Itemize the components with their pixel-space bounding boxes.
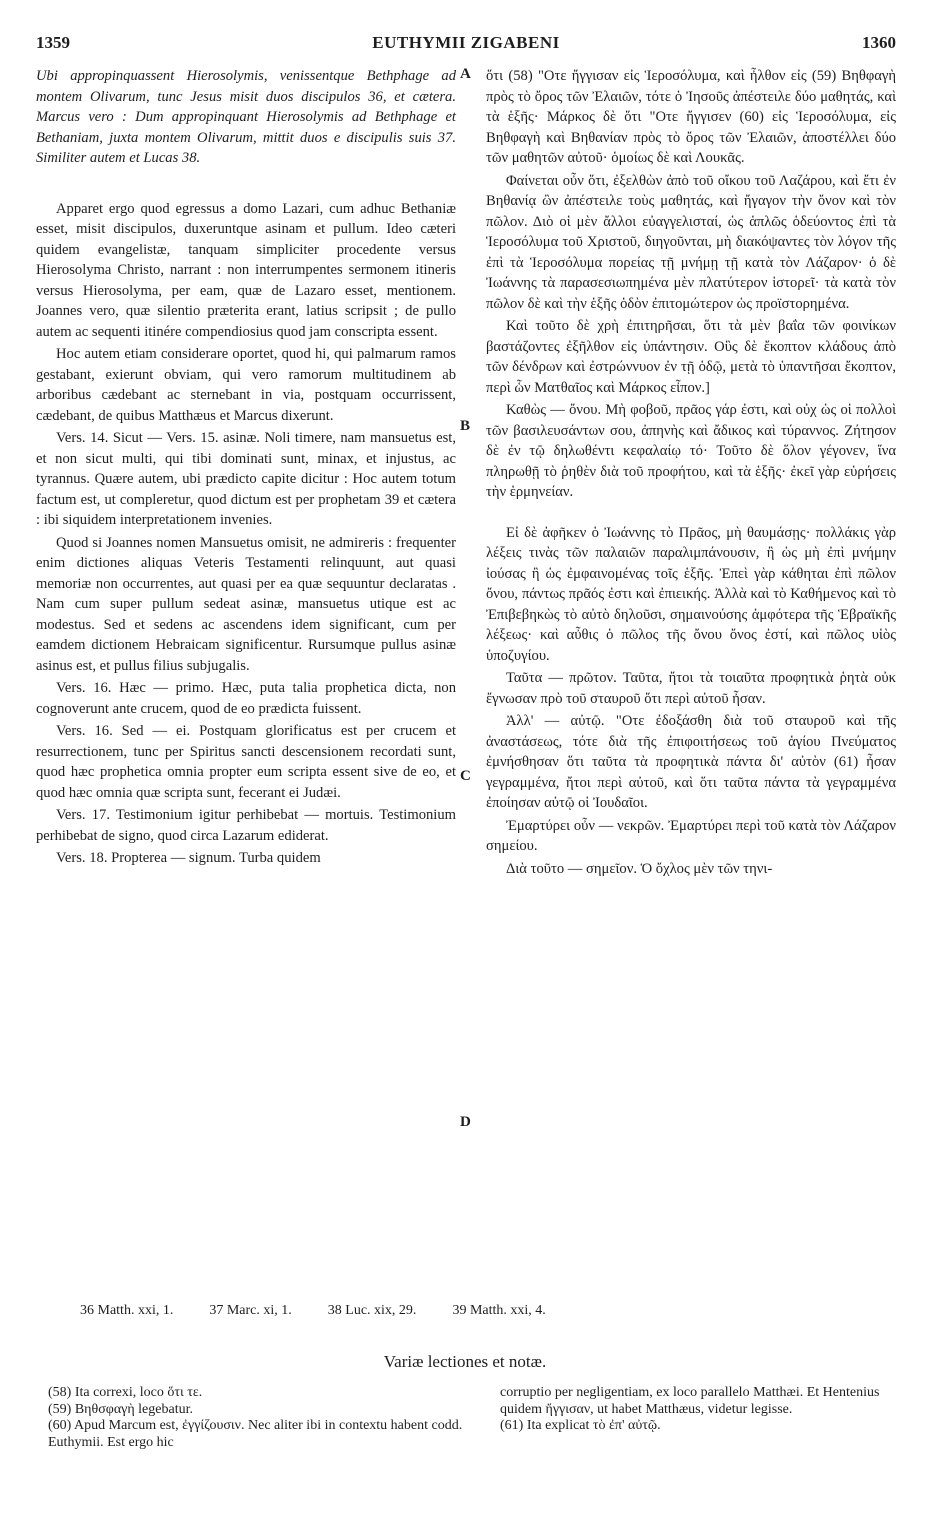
margin-marker-c: C <box>460 768 471 784</box>
running-title: EUTHYMII ZIGABENI <box>372 33 560 52</box>
footnote: 36 Matth. xxi, 1. <box>80 1303 174 1318</box>
variant-note: corruptio per negligentiam, ex loco parallelo Matthæi. Et Hentenius quidem ἤγγισαν, ut habet Matthæus, videtur legisse. <box>500 1385 880 1417</box>
variant-note: (59) Βηθσφαγὴ legebatur. <box>48 1401 193 1417</box>
scripture-footnotes <box>80 1303 890 1319</box>
greek-paragraph: Ταῦτα — πρῶτον. Ταῦτα, ἤτοι τὰ τοιαῦτα προφητικὰ ῥητὰ οὐκ ἔγνωσαν πρὸ τοῦ σταυροῦ ὅτι περὶ αὐτοῦ ἦσαν. <box>486 670 896 707</box>
greek-paragraph: Ἀλλ' — αὐτῷ. "Οτε ἐδοξάσθη διὰ τοῦ σταυροῦ καὶ τῆς ἀναστάσεως, τότε διὰ τῆς ἐπιφοιτήσεως τοῦ ἁγίου Πνεύματος ἐμνήσθησαν ὅτι ταῦτα τὰ προφητικὰ πάντα δι' αὐτὸν (61) ἦσαν γεγραμμένα, ἤτοι περὶ αὐτοῦ, καὶ ὅτι ταῦτα πάντα τὰ γεγραμμένα ἐποίησαν αὐτῷ οἱ Ἰουδαῖοι. <box>486 713 896 811</box>
variant-note: (58) Ita correxi, loco ὅτι τε. <box>48 1385 203 1400</box>
latin-paragraph: Hoc autem etiam considerare oportet, quod hi, qui palmarum ramos gestabant, exierunt obviam, qui vero ramorum multitudinem ab arboribus cædebant ac sternebant in via, postquam occurrissent, cædebant, de quibus Matthæus et Marcus dixerunt. <box>36 346 456 424</box>
page-header <box>36 33 896 57</box>
greek-paragraph: Καὶ τοῦτο δὲ χρὴ ἐπιτηρῆσαι, ὅτι τὰ μὲν βαΐα τῶν φοινίκων βαστάζοντες ἐξῆλθον εἰς ὑπάντησιν. Οὓς δὲ ἔκοπτον κλάδους ἀπὸ τῶν δένδρων καὶ ἐστρώννυον ἐν τῇ ὁδῷ, μετὰ τὸ ὑπαντῆσαι ἔκοπτον, περὶ ὧν Ματθαῖος καὶ Μάρκος εἶπον.] <box>486 318 896 396</box>
page-number-left: 1359 <box>36 33 70 52</box>
latin-paragraph: Vers. 18. Propterea — signum. Turba quidem <box>56 850 321 866</box>
latin-paragraph: Vers. 16. Sed — ei. Postquam glorificatus est per crucem et resurrectionem, tunc per Spiritus sancti descensionem recordati sunt, quod hæc prophetica omnia propter eum scripta essent sive de eo, et quod hæc omnia quæ scripta sunt, fecerant ei Judæi. <box>36 723 456 801</box>
variant-note: (61) Ita explicat τὸ ἐπ' αὐτῷ. <box>500 1418 661 1433</box>
variant-note: (60) Apud Marcum est, ἐγγίζουσιν. Nec aliter ibi in contextu habent codd. Euthymii. Est ergo hic <box>48 1418 463 1450</box>
greek-paragraph: ὅτι (58) "Οτε ἤγγισαν εἰς Ἱεροσόλυμα, καὶ ἦλθον εἰς (59) Βηθφαγὴ πρὸς τὸ ὄρος τῶν Ἐλαιῶν, τότε ὁ Ἰησοῦς ἀπέστειλε δύο μαθητάς, καὶ τὰ ἑξῆς· Μάρκος δὲ ὅτι "Οτε ἤγγισεν (60) εἰς Ἱεροσόλυμα, εἰς Βηθφαγὴ καὶ Βηθανίαν πρὸς τὸ ὄρος τῶν Ἐλαιῶν, ἀποστέλλει δύο τῶν μαθητῶν αὐτοῦ· ὁμοίως δὲ καὶ Λουκᾶς. <box>486 68 896 166</box>
latin-paragraph: Ubi appropinquassent Hierosolymis, venissentque Bethphage ad montem Olivarum, tunc Jesus misit duos discipulos 36, et cætera. Marcus vero : Dum appropinquant Hierosolymis ad Bethphage et Bethaniam, juxta montem Olivarum, mittit duos e discipulis suis 37. Similiter autem et Lucas 38. <box>36 68 456 166</box>
variae-notes-right <box>500 1385 896 1435</box>
greek-paragraph: Φαίνεται οὖν ὅτι, ἐξελθὼν ἀπὸ τοῦ οἴκου τοῦ Λαζάρου, καὶ ἔτι ἐν Βηθανίᾳ ὢν ἀπέστειλε τοὺς μαθητάς, καὶ ἤγαγον τὴν ὄνον καὶ τὸν πῶλον. Διὸ οἱ μὲν ἄλλοι εὐαγγελισταί, ὡς ἁπλῶς ὁδεύοντος ἐπὶ τὰ Ἱεροσόλυμα τοῦ Χριστοῦ, διηγοῦνται, μὴ διακόψαντες τὸν λόγον τῆς ἐπὶ τὰ Ἱεροσόλυμα πορείας τῇ μνήμῃ τῇ κατὰ τὸν Λάζαρον· ὁ δὲ Ἰωάννης τὰ παρασεσιωπημένα μὲν πλατύτερον ἱστορεῖ· τὰ κατὰ τὸν πῶλον δὲ καὶ τὴν ἑξῆς ὁδὸν ἐπιτομώτερον ὡς προϊστορημένα. <box>486 172 896 312</box>
latin-paragraph: Apparet ergo quod egressus a domo Lazari, cum adhuc Bethaniæ esset, misit discipulos, duxeruntque asinam et pullum. Ideo cæteri quidem evangelistæ, tanquam simpliciter procedente versus Hierosolyma Christo, narrant : non interrumpentes sermonem itineris versus Hierosolyma, per eam, quæ de Lazaro esset, mentionem. Joannes vero, quæ silentio præterita erant, latius scripsit ; de pullo autem ac sequenti itinére compendiosius quod jam conscripta essent. <box>36 200 456 340</box>
latin-paragraph: Quod si Joannes nomen Mansuetus omisit, ne admireris : frequenter enim dictiones aliquas Veteris Testamenti relinquunt, aut quasi memoriæ non occurrentes, aut quasi per ea quæ sequuntur declaratas . Nam cum super pullum sedeat asinæ, mansuetus utique est ac modestus. Sed et sedens ac ascendens idem significant, cum per eamdem dictionem Hebraicam significentur. Rursumque pullus asinæ asinus est, et pullus filius subjugalis. <box>36 534 456 674</box>
variae-notes-left <box>48 1385 466 1451</box>
footnote: 37 Marc. xi, 1. <box>209 1303 292 1318</box>
margin-marker-b: B <box>460 418 471 434</box>
latin-paragraph: Vers. 17. Testimonium igitur perhibebat — mortuis. Testimonium perhibebat de signo, quod circa Lazarum ediderat. <box>36 807 456 844</box>
latin-column <box>36 66 456 871</box>
greek-column <box>486 66 896 881</box>
greek-paragraph: Διὰ τοῦτο — σημεῖον. Ὁ ὄχλος μὲν τῶν τηνι- <box>506 860 773 877</box>
page-number-right: 1360 <box>862 33 896 52</box>
latin-paragraph: Vers. 14. Sicut — Vers. 15. asinæ. Noli timere, nam mansuetus est, et non sicut multi, qui tibi dominati sunt, minax, et injustus, ac tyrannus. Quære autem, ubi prædicto capite dicitur : Hoc autem totum factum est, ut compleretur, quod dictum est per prophetam 39 et cætera : ibi siquidem interpretationem invenies. <box>36 430 456 528</box>
margin-marker-d: D <box>460 1114 471 1130</box>
footnote: 39 Matth. xxi, 4. <box>452 1303 546 1318</box>
margin-marker-a: A <box>460 66 471 82</box>
variae-lectiones-heading: Variæ lectiones et notæ. <box>383 1352 547 1371</box>
greek-paragraph: Εἰ δὲ ἀφῆκεν ὁ Ἰωάννης τὸ Πρᾶος, μὴ θαυμάσῃς· πολλάκις γὰρ λέξεις τινὰς τῶν παλαιῶν παραλιμπάνουσιν, ἢ ὡς μὴ ἐπὶ μνήμην ἰούσας ἢ ὡς ἐμφαινομένας τοῖς ἑξῆς. Ἐπεὶ γὰρ κάθηται ἐπὶ πῶλον ὄνου, πάντως πρᾶός ἐστι καὶ ἐπιεικής. Ἀλλὰ καὶ τὸ Καθήμενος καὶ τὸ Ἐπιβεβηκὼς τὸ αὐτὸ δηλοῦσι, σημαινούσης ἀμφότερα τῆς Ἑβραϊκῆς λέξεως· καὶ αὖθις ὁ πῶλος τῆς ὄνου ὄνος ἐστί, καὶ πῶλος υἱὸς ὑποζυγίου. <box>486 524 896 664</box>
footnote: 38 Luc. xix, 29. <box>327 1303 417 1318</box>
greek-paragraph: Ἐμαρτύρει οὖν — νεκρῶν. Ἐμαρτύρει περὶ τοῦ κατὰ τὸν Λάζαρον σημείου. <box>486 817 896 854</box>
greek-paragraph: Καθὼς — ὄνου. Μὴ φοβοῦ, πρᾶος γάρ ἐστι, καὶ οὐχ ὡς οἱ πολλοὶ τῶν βασιλευσάντων σου, ἀπηνὴς καὶ ἄδικος καὶ τύραννος. Ζήτησον δὲ ἐν τῷ δηλωθέντι κεφαλαίῳ τό· Τοῦτο δὲ ὅλον γέγονεν, ἵνα πληρωθῇ τὸ ῥηθὲν διὰ τοῦ προφήτου, καὶ τὰ ἑξῆς· ἐκεῖ γὰρ εὑρήσεις τὴν ἑρμηνείαν. <box>486 402 896 500</box>
latin-paragraph: Vers. 16. Hæc — primo. Hæc, puta talia prophetica dicta, non cognoverunt ante crucem, quod de eo prædicta fuissent. <box>36 680 456 717</box>
